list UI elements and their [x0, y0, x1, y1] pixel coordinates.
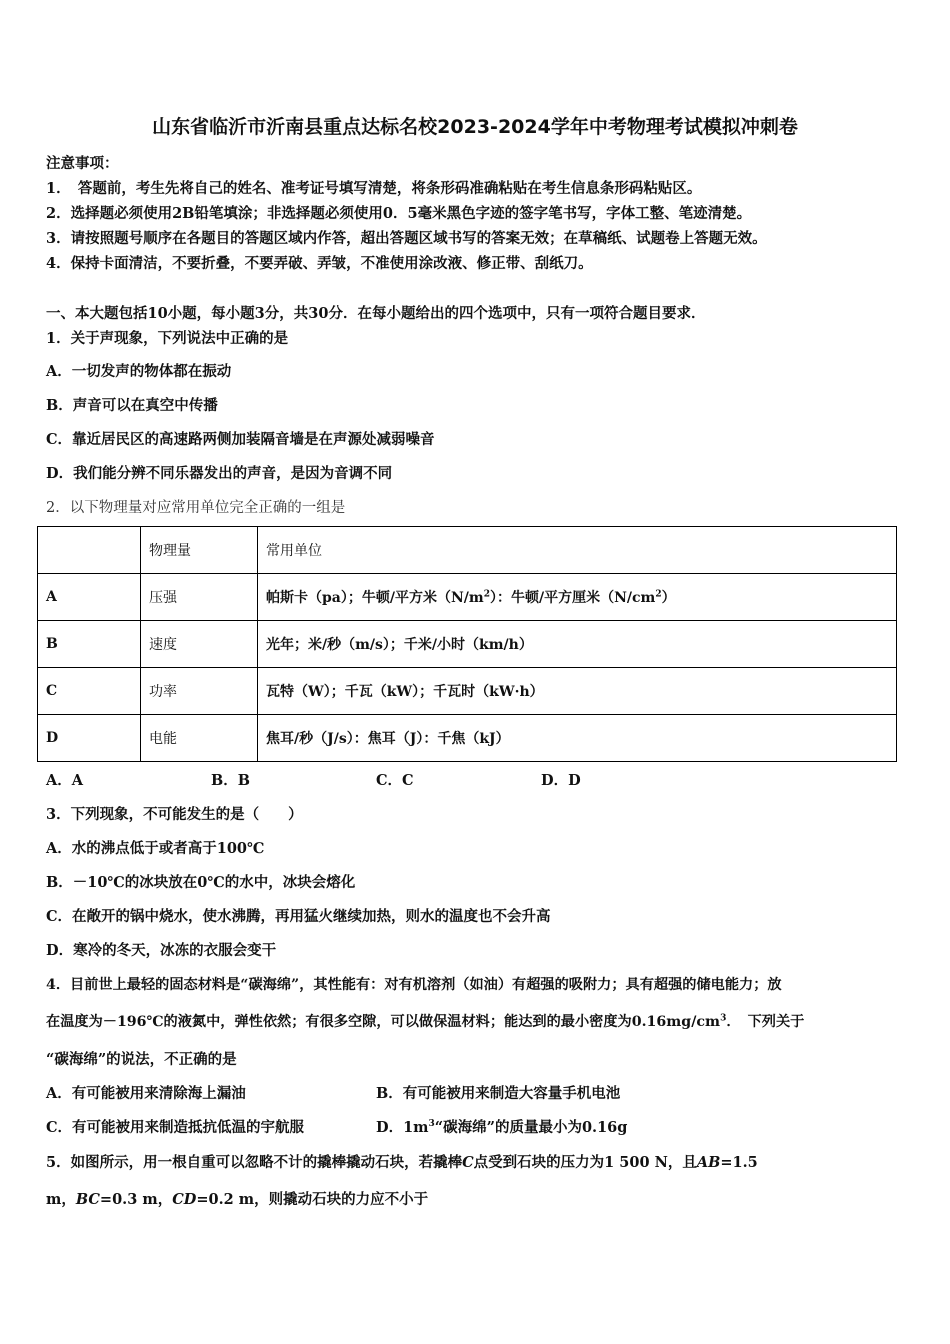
notice-item-1: 1． 答题前，考生先将自己的姓名、准考证号填写清楚，将条形码准确粘贴在考生信息条形码粘贴区。: [46, 180, 702, 197]
table-header-cell: 常用单位: [258, 527, 897, 574]
row-key: A: [38, 574, 141, 621]
q4-stem-line-3: “碳海绵”的说法，不正确的是: [46, 1051, 237, 1068]
row-quantity: 功率: [141, 668, 258, 715]
q4-stem-line-2: 在温度为－196℃的液氮中，弹性依然；有很多空隙，可以做保温材料；能达到的最小密度为$0.16mg/cm^3$． 下列关于: [46, 1013, 805, 1030]
table-row: [38, 621, 897, 668]
q1-option-b: B．声音可以在真空中传播: [46, 397, 218, 414]
table-row: [38, 574, 897, 621]
row-quantity: 速度: [141, 621, 258, 668]
q2-stem: 2．以下物理量对应常用单位完全正确的一组是: [46, 500, 346, 516]
row-quantity: 压强: [141, 574, 258, 621]
notice-item-4: 4．保持卡面清洁，不要折叠，不要弄破、弄皱，不准使用涂改液、修正带、刮纸刀。: [46, 255, 593, 272]
table-row: [38, 668, 897, 715]
q4-option-d: D．$1m^3“$碳海绵”的质量最小为0.16g: [376, 1119, 628, 1136]
q2-option-a: A．A: [46, 772, 84, 789]
q2-option-b: B．B: [211, 772, 251, 789]
q1-stem: 1．关于声现象，下列说法中正确的是: [46, 330, 289, 347]
exam-title: 山东省临沂市沂南县重点达标名校2023-2024学年中考物理考试模拟冲刺卷: [152, 116, 798, 138]
q5-stem-line-1: 5．如图所示，用一根自重可以忽略不计的撬棒撬动石块，若撬棒C点受到石块的压力为1 500 N，且AB=1.5: [46, 1154, 758, 1171]
q4-stem-line-1: 4．目前世上最轻的固态材料是“碳海绵”，其性能有：对有机溶剂（如油）有超强的吸附力；具有超强的储电能力；放: [46, 977, 782, 993]
section-heading: 一、本大题包括10小题，每小题3分，共30分．在每小题给出的四个选项中，只有一项符合题目要求．: [46, 305, 706, 322]
q3-option-d: D．寒冷的冬天，冰冻的衣服会变干: [46, 942, 277, 959]
q4-option-b: B．有可能被用来制造大容量手机电池: [376, 1085, 621, 1102]
table-header-row: [38, 527, 897, 574]
row-units: 光年；米/秒（m/s）；千米/小时（km/h）: [258, 621, 897, 668]
table-header-cell: [38, 527, 141, 574]
row-quantity: 电能: [141, 715, 258, 762]
row-units: 焦耳/秒（J/s）：焦耳（J）：千焦（kJ）: [258, 715, 897, 762]
q5-stem-line-2: m，BC=0.3 m，CD=0.2 m，则撬动石块的力应不小于: [46, 1191, 429, 1208]
row-key: B: [38, 621, 141, 668]
q4-option-c: C．有可能被用来制造抵抗低温的宇航服: [46, 1119, 305, 1136]
table-row: [38, 715, 897, 762]
q1-option-a: A．一切发声的物体都在振动: [46, 363, 232, 380]
q4-option-a: A．有可能被用来清除海上漏油: [46, 1085, 246, 1102]
row-units: 瓦特（W）；千瓦（kW）；千瓦时（kW·h）: [258, 668, 897, 715]
q3-option-a: A．水的沸点低于或者高于100℃: [46, 840, 265, 857]
units-table: [37, 526, 897, 762]
notice-item-2: 2．选择题必须使用2B铅笔填涂；非选择题必须使用0．5毫米黑色字迹的签字笔书写，字体工整、笔迹清楚。: [46, 205, 752, 222]
row-key: C: [38, 668, 141, 715]
table-header-cell: 物理量: [141, 527, 258, 574]
q2-option-d: D．D: [541, 772, 581, 789]
notice-item-3: 3．请按照题号顺序在各题目的答题区域内作答，超出答题区域书写的答案无效；在草稿纸、试题卷上答题无效。: [46, 230, 767, 247]
q1-option-c: C．靠近居民区的高速路两侧加装隔音墙是在声源处减弱噪音: [46, 431, 435, 448]
notice-heading: 注意事项：: [46, 155, 119, 172]
q2-option-c: C．C: [376, 772, 414, 789]
q3-option-c: C．在敞开的锅中烧水，使水沸腾，再用猛火继续加热，则水的温度也不会升高: [46, 908, 551, 925]
q3-stem: 3．下列现象，不可能发生的是（ ）: [46, 806, 303, 823]
q3-option-b: B．－10℃的冰块放在0℃的水中，冰块会熔化: [46, 874, 356, 891]
row-units: 帕斯卡（pa）；牛顿/平方米$(N/m^2)$：牛顿/平方厘米$(N/cm^2)$: [258, 574, 897, 621]
q1-option-d: D．我们能分辨不同乐器发出的声音，是因为音调不同: [46, 465, 393, 482]
row-key: D: [38, 715, 141, 762]
